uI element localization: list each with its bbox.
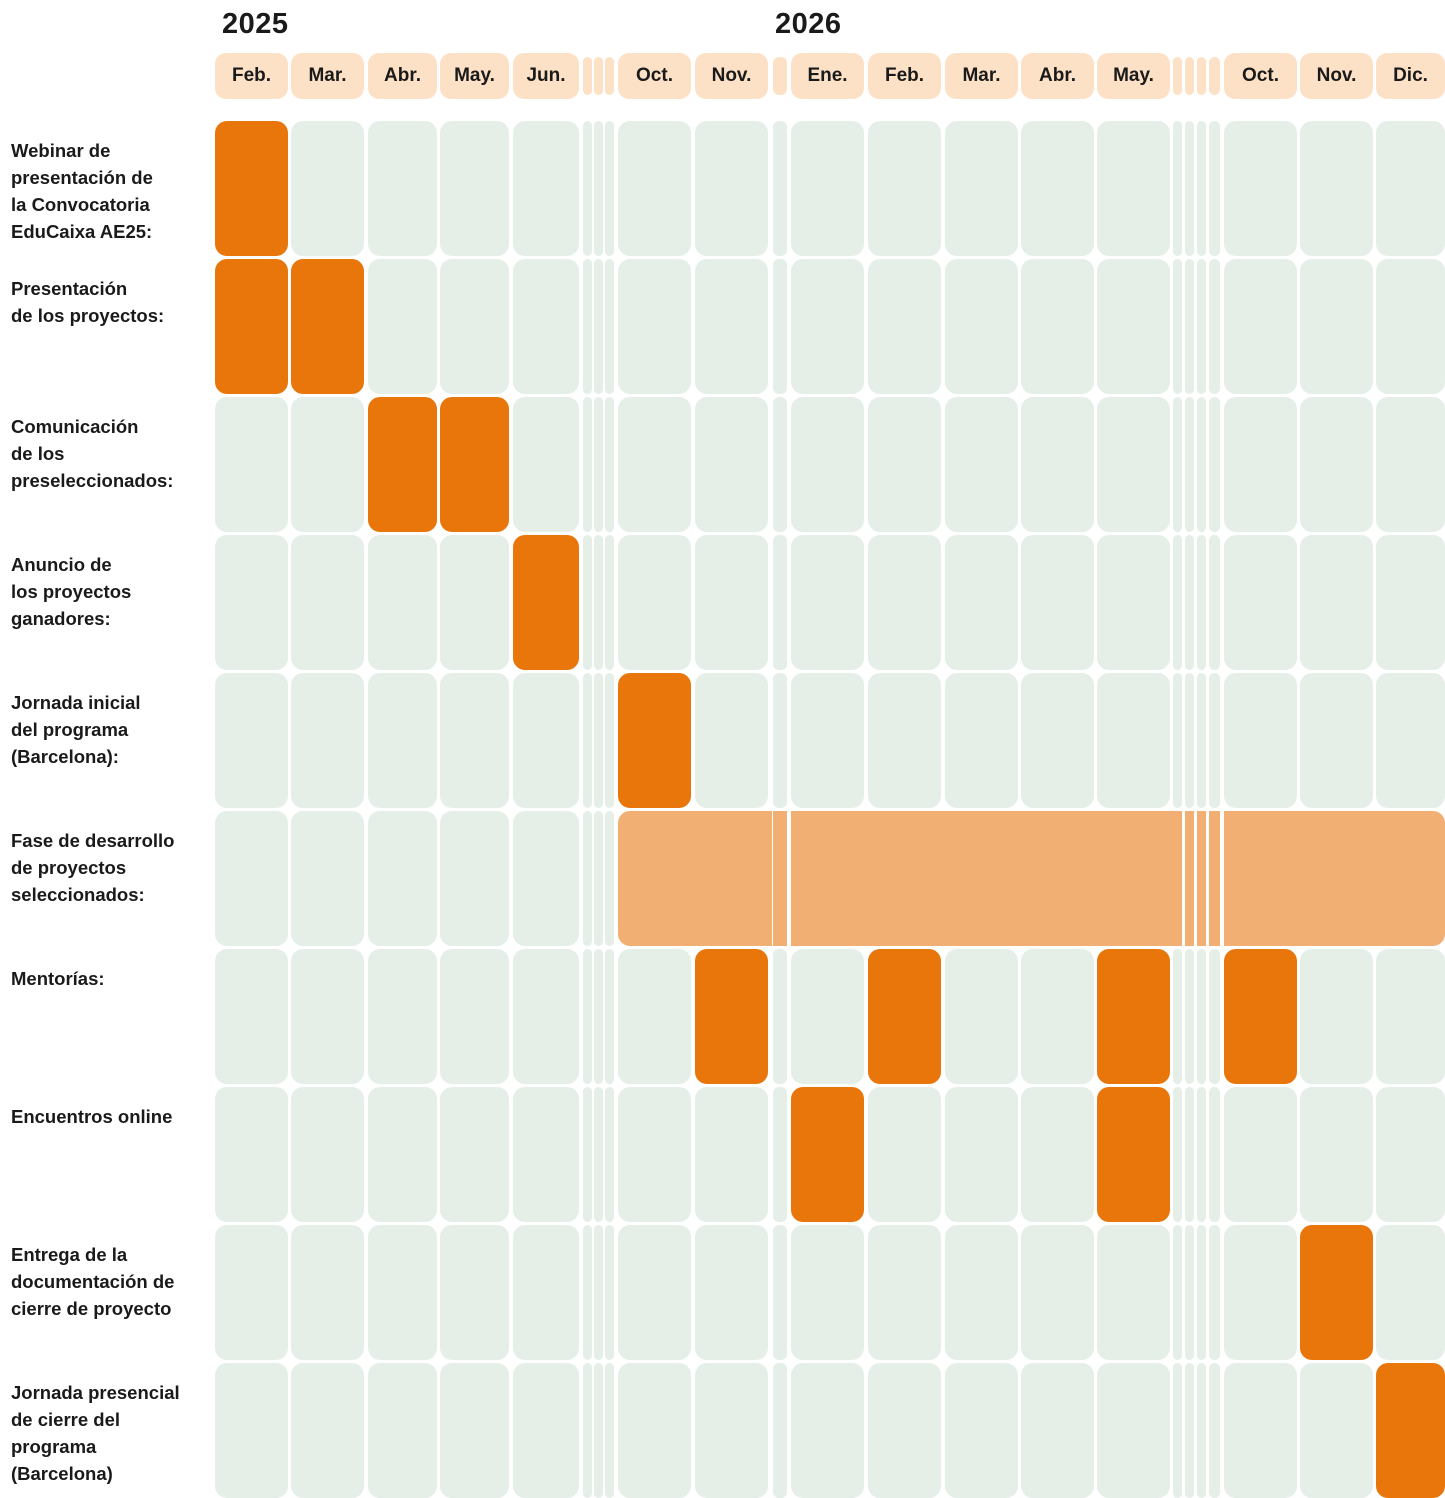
activity-cell-empty	[868, 121, 941, 256]
activity-cell-empty	[291, 1087, 364, 1222]
gap-cell	[1173, 949, 1182, 1084]
month-header: Jun.	[513, 53, 579, 99]
activity-cell-empty	[1224, 1087, 1297, 1222]
activity-cell-empty	[618, 1363, 691, 1498]
activity-cell-empty	[618, 1225, 691, 1360]
gap-cell	[1209, 673, 1220, 808]
phase-bar-segment	[868, 811, 945, 946]
gap-cell	[773, 1087, 787, 1222]
year-label: 2026	[775, 8, 842, 40]
gap-cell	[773, 1363, 787, 1498]
activity-cell-empty	[513, 121, 579, 256]
activity-cell-active	[1376, 1363, 1445, 1498]
phase-bar-segment	[1097, 811, 1174, 946]
gap-cell	[583, 1363, 592, 1498]
activity-cell-empty	[368, 811, 437, 946]
activity-cell-empty	[1376, 121, 1445, 256]
activity-cell-empty	[291, 811, 364, 946]
activity-cell-empty	[440, 673, 509, 808]
phase-bar-segment	[791, 811, 868, 946]
gap-cell	[594, 535, 603, 670]
gap-cell	[1197, 949, 1206, 1084]
activity-cell-empty	[1224, 397, 1297, 532]
activity-cell-empty	[1376, 397, 1445, 532]
month-gap-marker	[583, 57, 592, 95]
activity-cell-empty	[1021, 1225, 1094, 1360]
activity-cell-empty	[440, 1225, 509, 1360]
gap-cell	[1197, 673, 1206, 808]
activity-cell-empty	[945, 1363, 1018, 1498]
activity-cell-empty	[1224, 673, 1297, 808]
month-gap-marker	[1173, 57, 1182, 95]
month-header: Ene.	[791, 53, 864, 99]
month-header: Abr.	[368, 53, 437, 99]
activity-cell-active	[291, 259, 364, 394]
activity-cell-active	[215, 259, 288, 394]
gap-cell	[1185, 1363, 1194, 1498]
phase-bar-segment	[1224, 811, 1301, 946]
gap-cell	[773, 673, 787, 808]
phase-bar-segment	[1197, 811, 1206, 946]
phase-bar-segment	[1300, 811, 1377, 946]
phase-bar-segment	[945, 811, 1022, 946]
month-header: Nov.	[695, 53, 768, 99]
activity-cell-empty	[1376, 535, 1445, 670]
activity-cell-empty	[215, 1363, 288, 1498]
activity-cell-empty	[695, 1087, 768, 1222]
phase-bar-segment	[1209, 811, 1220, 946]
gap-cell	[594, 673, 603, 808]
gap-cell	[594, 811, 603, 946]
activity-cell-empty	[215, 1087, 288, 1222]
month-header: Oct.	[1224, 53, 1297, 99]
row-label: Comunicación de los preseleccionados:	[11, 416, 174, 491]
gap-cell	[1185, 121, 1194, 256]
activity-cell-empty	[945, 949, 1018, 1084]
activity-cell-empty	[1300, 1087, 1373, 1222]
activity-cell-active	[368, 397, 437, 532]
activity-cell-empty	[513, 259, 579, 394]
activity-cell-empty	[215, 673, 288, 808]
row-label: Anuncio de los proyectos ganadores:	[11, 554, 132, 629]
gap-cell	[1173, 121, 1182, 256]
activity-cell-active	[695, 949, 768, 1084]
gap-cell	[605, 397, 614, 532]
activity-cell-empty	[1097, 1363, 1170, 1498]
activity-cell-empty	[695, 259, 768, 394]
activity-cell-active	[513, 535, 579, 670]
gap-cell	[605, 121, 614, 256]
activity-cell-empty	[291, 397, 364, 532]
gap-cell	[1197, 535, 1206, 670]
gap-cell	[594, 1363, 603, 1498]
activity-cell-empty	[1224, 1225, 1297, 1360]
gap-cell	[1209, 259, 1220, 394]
gap-cell	[594, 397, 603, 532]
gap-cell	[605, 1363, 614, 1498]
activity-cell-active	[1300, 1225, 1373, 1360]
activity-cell-empty	[1021, 949, 1094, 1084]
activity-cell-empty	[1376, 259, 1445, 394]
month-header: Dic.	[1376, 53, 1445, 99]
phase-bar-segment	[1021, 811, 1098, 946]
activity-cell-empty	[791, 397, 864, 532]
activity-cell-empty	[695, 397, 768, 532]
activity-cell-empty	[868, 1225, 941, 1360]
gap-cell	[1185, 1225, 1194, 1360]
activity-cell-empty	[368, 259, 437, 394]
activity-cell-active	[791, 1087, 864, 1222]
gap-cell	[605, 673, 614, 808]
phase-bar-segment	[618, 811, 695, 946]
gap-cell	[1197, 397, 1206, 532]
activity-cell-empty	[1300, 1363, 1373, 1498]
month-gap-marker	[1209, 57, 1220, 95]
activity-cell-empty	[695, 535, 768, 670]
activity-cell-empty	[1097, 535, 1170, 670]
activity-cell-empty	[291, 1225, 364, 1360]
gap-cell	[583, 535, 592, 670]
activity-cell-empty	[368, 121, 437, 256]
activity-cell-empty	[945, 1225, 1018, 1360]
activity-cell-empty	[791, 259, 864, 394]
gap-cell	[1173, 1087, 1182, 1222]
activity-cell-empty	[868, 535, 941, 670]
activity-cell-empty	[945, 121, 1018, 256]
gap-cell	[1209, 949, 1220, 1084]
activity-cell-empty	[618, 1087, 691, 1222]
activity-cell-empty	[1300, 949, 1373, 1084]
activity-cell-empty	[1021, 259, 1094, 394]
activity-cell-empty	[618, 397, 691, 532]
activity-cell-empty	[1376, 1225, 1445, 1360]
activity-cell-empty	[368, 1087, 437, 1222]
gap-cell	[1185, 397, 1194, 532]
activity-cell-empty	[868, 397, 941, 532]
activity-cell-empty	[368, 1225, 437, 1360]
gap-cell	[1173, 259, 1182, 394]
gap-cell	[605, 1225, 614, 1360]
phase-bar-segment	[1185, 811, 1194, 946]
activity-cell-empty	[513, 1363, 579, 1498]
activity-cell-empty	[440, 121, 509, 256]
row-label: Jornada inicial del programa (Barcelona):	[11, 692, 141, 767]
activity-cell-active	[868, 949, 941, 1084]
row-label: Webinar de presentación de la Convocatoria EduCaixa AE25:	[11, 140, 153, 242]
activity-cell-empty	[1021, 1363, 1094, 1498]
row-label: Jornada presencial de cierre del programa (Barcelona)	[11, 1382, 180, 1484]
activity-cell-empty	[1300, 397, 1373, 532]
activity-cell-empty	[945, 1087, 1018, 1222]
gap-cell	[594, 949, 603, 1084]
gap-cell	[583, 811, 592, 946]
gap-cell	[594, 121, 603, 256]
activity-cell-empty	[868, 1087, 941, 1222]
gap-cell	[605, 811, 614, 946]
gap-cell	[594, 259, 603, 394]
month-gap-marker	[1197, 57, 1206, 95]
month-header: Abr.	[1021, 53, 1094, 99]
activity-cell-empty	[440, 1087, 509, 1222]
gap-cell	[1209, 1363, 1220, 1498]
activity-cell-empty	[791, 1225, 864, 1360]
activity-cell-empty	[368, 949, 437, 1084]
activity-cell-active	[215, 121, 288, 256]
gap-cell	[1197, 1087, 1206, 1222]
phase-bar-segment	[773, 811, 787, 946]
gap-cell	[773, 949, 787, 1084]
activity-cell-empty	[215, 1225, 288, 1360]
month-header: Oct.	[618, 53, 691, 99]
gap-cell	[1185, 259, 1194, 394]
activity-cell-empty	[791, 673, 864, 808]
activity-cell-empty	[513, 397, 579, 532]
row-label: Entrega de la documentación de cierre de proyecto	[11, 1244, 175, 1319]
activity-cell-empty	[1021, 1087, 1094, 1222]
activity-cell-empty	[1224, 535, 1297, 670]
gap-cell	[773, 259, 787, 394]
gap-cell	[1197, 121, 1206, 256]
activity-cell-empty	[440, 535, 509, 670]
gap-cell	[1209, 397, 1220, 532]
gap-cell	[605, 1087, 614, 1222]
activity-cell-empty	[618, 535, 691, 670]
activity-cell-empty	[1097, 259, 1170, 394]
activity-cell-active	[1224, 949, 1297, 1084]
gap-cell	[1173, 535, 1182, 670]
month-header: Mar.	[945, 53, 1018, 99]
activity-cell-empty	[1376, 673, 1445, 808]
gap-cell	[583, 1087, 592, 1222]
activity-cell-empty	[945, 673, 1018, 808]
activity-cell-active	[618, 673, 691, 808]
activity-cell-empty	[868, 1363, 941, 1498]
activity-cell-empty	[791, 535, 864, 670]
gap-cell	[1173, 673, 1182, 808]
month-header: Feb.	[215, 53, 288, 99]
activity-cell-empty	[291, 1363, 364, 1498]
activity-cell-empty	[368, 1363, 437, 1498]
activity-cell-empty	[1224, 259, 1297, 394]
activity-cell-empty	[945, 259, 1018, 394]
activity-cell-empty	[291, 121, 364, 256]
activity-cell-empty	[440, 259, 509, 394]
gap-cell	[1185, 1087, 1194, 1222]
row-label: Fase de desarrollo de proyectos seleccionados:	[11, 830, 175, 905]
activity-cell-empty	[695, 1225, 768, 1360]
activity-cell-empty	[618, 121, 691, 256]
activity-cell-active	[1097, 949, 1170, 1084]
activity-cell-empty	[368, 673, 437, 808]
activity-cell-empty	[440, 1363, 509, 1498]
gap-cell	[1209, 1225, 1220, 1360]
activity-cell-empty	[1021, 673, 1094, 808]
phase-bar-segment	[1173, 811, 1182, 946]
phase-bar-segment	[1376, 811, 1445, 946]
activity-cell-active	[1097, 1087, 1170, 1222]
activity-cell-empty	[791, 1363, 864, 1498]
gap-cell	[1209, 121, 1220, 256]
activity-cell-empty	[513, 949, 579, 1084]
activity-cell-empty	[368, 535, 437, 670]
gap-cell	[583, 1225, 592, 1360]
phase-bar-segment	[695, 811, 772, 946]
activity-cell-empty	[440, 811, 509, 946]
activity-cell-empty	[291, 673, 364, 808]
activity-cell-empty	[1376, 1087, 1445, 1222]
activity-cell-empty	[868, 673, 941, 808]
activity-cell-empty	[513, 811, 579, 946]
activity-cell-empty	[513, 1225, 579, 1360]
activity-cell-empty	[695, 673, 768, 808]
activity-cell-empty	[513, 673, 579, 808]
month-header: Nov.	[1300, 53, 1373, 99]
row-label: Presentación de los proyectos:	[11, 278, 165, 326]
month-header: Feb.	[868, 53, 941, 99]
activity-cell-empty	[1300, 121, 1373, 256]
activity-cell-empty	[215, 535, 288, 670]
gap-cell	[1197, 1363, 1206, 1498]
activity-cell-empty	[695, 121, 768, 256]
activity-cell-empty	[1300, 673, 1373, 808]
activity-cell-empty	[291, 949, 364, 1084]
gap-cell	[594, 1087, 603, 1222]
activity-cell-active	[440, 397, 509, 532]
activity-cell-empty	[440, 949, 509, 1084]
gap-cell	[583, 121, 592, 256]
gap-cell	[605, 259, 614, 394]
activity-cell-empty	[215, 397, 288, 532]
activity-cell-empty	[215, 949, 288, 1084]
activity-cell-empty	[1224, 1363, 1297, 1498]
activity-cell-empty	[945, 397, 1018, 532]
gap-cell	[1185, 535, 1194, 670]
gap-cell	[1209, 1087, 1220, 1222]
gap-cell	[605, 535, 614, 670]
activity-cell-empty	[1097, 121, 1170, 256]
activity-cell-empty	[1224, 121, 1297, 256]
gap-cell	[583, 673, 592, 808]
month-gap-marker	[1185, 57, 1194, 95]
gap-cell	[1173, 1225, 1182, 1360]
activity-cell-empty	[868, 259, 941, 394]
gap-cell	[1185, 673, 1194, 808]
gap-cell	[583, 259, 592, 394]
gap-cell	[1197, 259, 1206, 394]
activity-cell-empty	[791, 121, 864, 256]
activity-cell-empty	[1021, 397, 1094, 532]
activity-cell-empty	[1097, 397, 1170, 532]
activity-cell-empty	[945, 535, 1018, 670]
month-gap-marker	[594, 57, 603, 95]
activity-cell-empty	[1021, 535, 1094, 670]
month-gap-marker	[605, 57, 614, 95]
month-header: May.	[1097, 53, 1170, 99]
month-header: Mar.	[291, 53, 364, 99]
activity-cell-empty	[513, 1087, 579, 1222]
gap-cell	[594, 1225, 603, 1360]
gap-cell	[1173, 1363, 1182, 1498]
activity-cell-empty	[1300, 259, 1373, 394]
gap-cell	[773, 535, 787, 670]
month-header: May.	[440, 53, 509, 99]
activity-cell-empty	[791, 949, 864, 1084]
gap-cell	[773, 121, 787, 256]
activity-cell-empty	[215, 811, 288, 946]
gap-cell	[773, 1225, 787, 1360]
year-label: 2025	[222, 8, 289, 40]
activity-cell-empty	[1097, 1225, 1170, 1360]
month-gap-marker	[773, 57, 787, 95]
gap-cell	[605, 949, 614, 1084]
gap-cell	[773, 397, 787, 532]
activity-cell-empty	[695, 1363, 768, 1498]
gap-cell	[583, 949, 592, 1084]
activity-cell-empty	[618, 259, 691, 394]
gap-cell	[1185, 949, 1194, 1084]
activity-cell-empty	[1300, 535, 1373, 670]
activity-cell-empty	[1021, 121, 1094, 256]
gap-cell	[1173, 397, 1182, 532]
activity-cell-empty	[618, 949, 691, 1084]
gap-cell	[1209, 535, 1220, 670]
gap-cell	[583, 397, 592, 532]
activity-cell-empty	[1376, 949, 1445, 1084]
gap-cell	[1197, 1225, 1206, 1360]
activity-cell-empty	[1097, 673, 1170, 808]
activity-cell-empty	[291, 535, 364, 670]
row-label: Encuentros online	[11, 1106, 173, 1127]
row-label: Mentorías:	[11, 968, 105, 989]
